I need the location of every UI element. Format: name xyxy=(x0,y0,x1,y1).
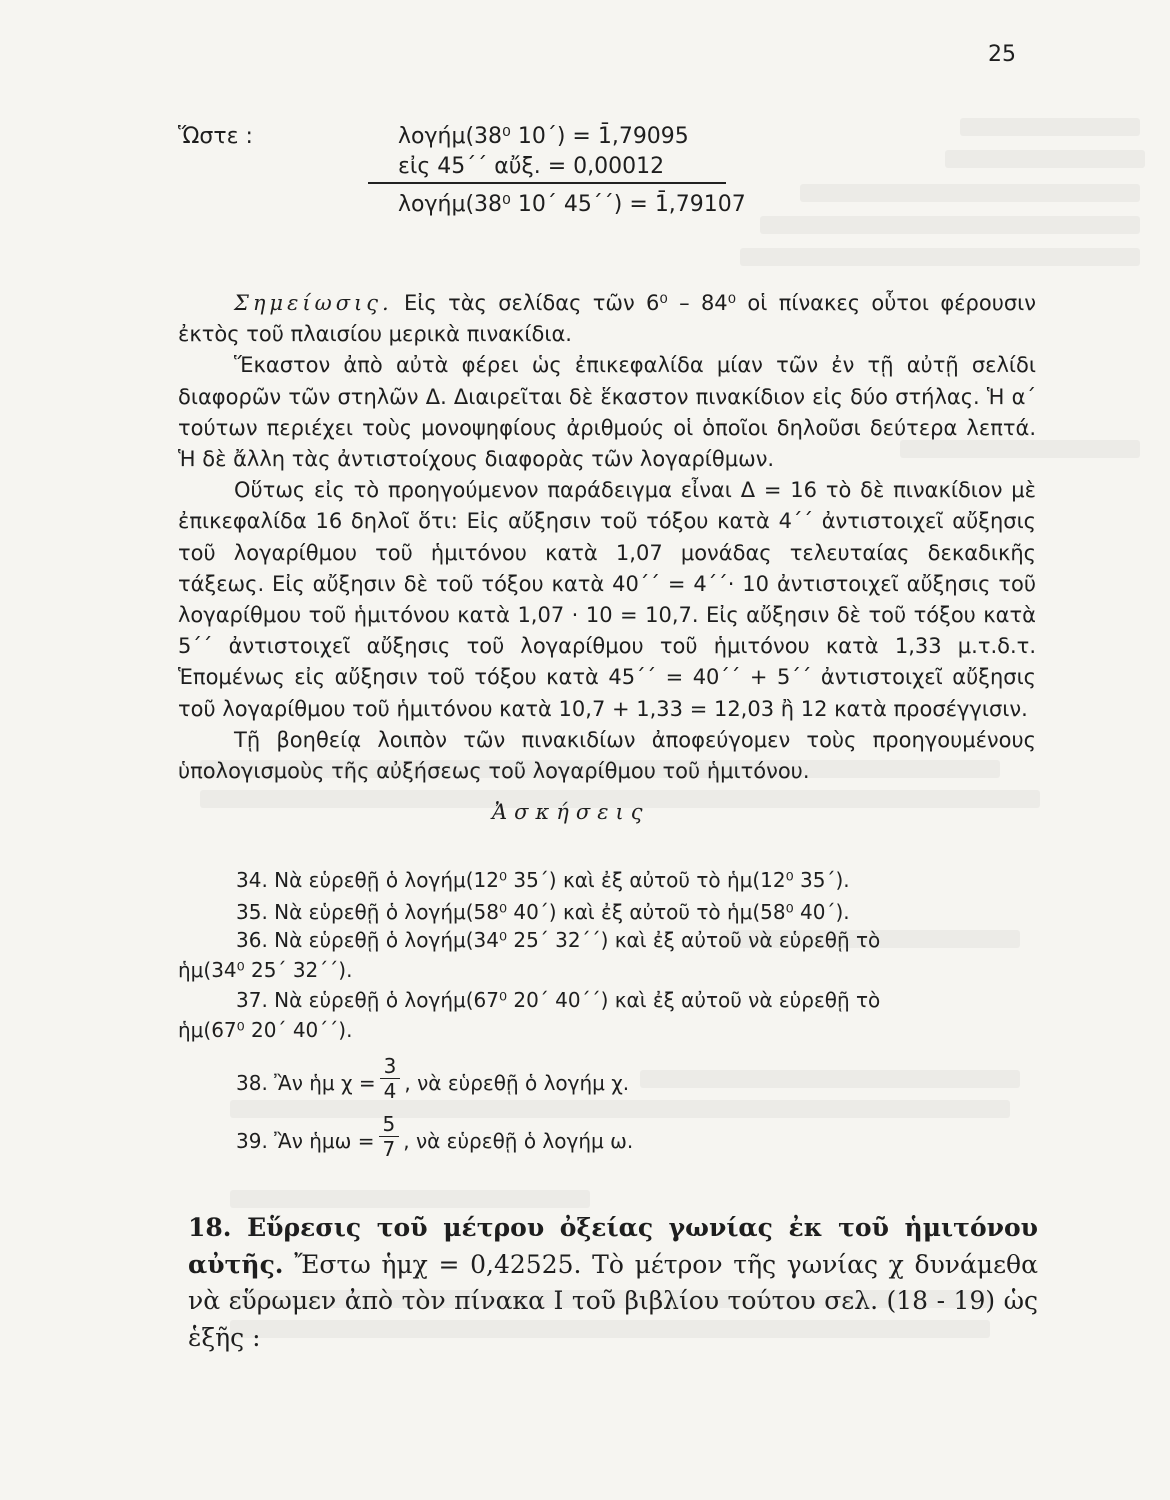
exercise-36-line-1: 36. Νὰ εὑρεθῇ ὁ λογήμ(34⁰ 25΄ 32΄΄) καὶ ἐξ αὐτοῦ νὰ εὑρεθῇ τὸ xyxy=(236,928,881,952)
exercise-39 xyxy=(236,1112,634,1167)
fraction-3-4 xyxy=(380,1054,401,1103)
exercise-36-line-2: ἡμ(34⁰ 25΄ 32΄΄). xyxy=(178,958,353,982)
note-block xyxy=(178,288,1036,787)
fraction-numerator: 3 xyxy=(380,1054,401,1079)
exercise-38 xyxy=(236,1054,630,1109)
formula-line-1: λογήμ(38⁰ 10΄) = 1̄,79095 xyxy=(398,124,689,149)
formula-label: Ὥστε : xyxy=(178,124,253,149)
section-18 xyxy=(188,1210,1038,1356)
fraction-5-7 xyxy=(379,1112,400,1161)
fraction-numerator: 5 xyxy=(379,1112,400,1137)
fraction-denominator: 7 xyxy=(382,1137,396,1161)
exercise-38-prefix: 38. Ἂν ἡμ χ = xyxy=(236,1071,376,1095)
exercise-37-line-2: ἡμ(67⁰ 20΄ 40΄΄). xyxy=(178,1018,353,1042)
note-label: Σημείωσις. xyxy=(234,291,393,315)
section-18-body: Ἔστω ἡμχ = 0,42525. Τὸ μέτρον τῆς γωνίας χ δυνάμεθα νὰ εὕρωμεν ἀπὸ τὸν πίνακα I τοῦ βιβλίου τούτου σελ. (18 - 19) ὡς ἑξῆς : xyxy=(188,1249,1038,1352)
page-number: 25 xyxy=(988,42,1016,67)
exercise-39-prefix: 39. Ἂν ἡμω = xyxy=(236,1129,375,1153)
exercise-34: 34. Νὰ εὑρεθῇ ὁ λογήμ(12⁰ 35΄) καὶ ἐξ αὐτοῦ τὸ ἡμ(12⁰ 35΄). xyxy=(236,868,850,892)
fraction-denominator: 4 xyxy=(383,1079,397,1103)
formula-line-2: εἰς 45΄΄ αὔξ. = 0,00012 xyxy=(398,154,665,179)
exercise-35: 35. Νὰ εὑρεθῇ ὁ λογήμ(58⁰ 40΄) καὶ ἐξ αὐτοῦ τὸ ἡμ(58⁰ 40΄). xyxy=(236,900,850,924)
exercise-38-suffix: , νὰ εὑρεθῇ ὁ λογήμ χ. xyxy=(404,1071,630,1095)
sum-rule xyxy=(368,182,726,184)
exercise-39-suffix: , νὰ εὑρεθῇ ὁ λογήμ ω. xyxy=(403,1129,634,1153)
note-paragraph-2: Ἕκαστον ἀπὸ αὐτὰ φέρει ὡς ἐπικεφαλίδα μίαν τῶν ἐν τῇ αὐτῇ σελίδι διαφορῶν τῶν στηλῶν Δ. Διαιρεῖται δὲ ἕκαστον πινακίδιον εἰς δύο στήλας. Ἡ α΄ τούτων περιέχει τοὺς μονοψηφίους ἀριθμούς οἱ ὁποῖοι δηλοῦσι δεύτερα λεπτά. Ἡ δὲ ἄλλη τὰς ἀντιστοίχους διαφορὰς τῶν λογαρίθμων. xyxy=(178,353,1036,472)
exercise-37-line-1: 37. Νὰ εὑρεθῇ ὁ λογήμ(67⁰ 20΄ 40΄΄) καὶ ἐξ αὐτοῦ νὰ εὑρεθῇ τὸ xyxy=(236,988,881,1012)
note-paragraph-3: Οὕτως εἰς τὸ προηγούμενον παράδειγμα εἶναι Δ = 16 τὸ δὲ πινακίδιον μὲ ἐπικεφαλίδα 16 δηλοῖ ὅτι: Εἰς αὔξησιν τοῦ τόξου κατὰ 4΄΄ ἀντιστοιχεῖ αὔξησις τοῦ λογαρίθμου τοῦ ἡμιτόνου κατὰ 1,07 μονάδας τελευταίας δεκαδικῆς τάξεως. Εἰς αὔξησιν δὲ τοῦ τόξου κατὰ 40΄΄ = 4΄΄· 10 ἀντιστοιχεῖ αὔξησις τοῦ λογαρίθμου τοῦ ἡμιτόνου κατὰ 1,07 · 10 = 10,7. Εἰς αὔξησιν δὲ τοῦ τόξου κατὰ 5΄΄ ἀντιστοιχεῖ αὔξησις τοῦ λογαρίθμου τοῦ ἡμιτόνου κατὰ 1,33 μ.τ.δ.τ. Ἑπομένως εἰς αὔξησιν τοῦ τόξου κατὰ 45΄΄ = 40΄΄ + 5΄΄ ἀντιστοιχεῖ αὔξησις τοῦ λογαρίθμου τοῦ ἡμιτόνου κατὰ 10,7 + 1,33 = 12,03 ἢ 12 κατὰ προσέγγισιν. xyxy=(178,478,1036,721)
exercises-heading: Ἀσκήσεις xyxy=(492,800,650,824)
note-paragraph-1-text: Εἰς τὰς σελίδας τῶν 6⁰ – 84⁰ οἱ πίνακες οὗτοι φέρουσιν ἐκτὸς τοῦ πλαισίου μερικὰ πινακίδια. xyxy=(178,291,1036,347)
note-paragraph-1 xyxy=(178,288,1036,350)
formula-line-3: λογήμ(38⁰ 10΄ 45΄΄) = 1̄,79107 xyxy=(398,192,746,217)
section-18-title: 18. Εὕρεσις τοῦ μέτρου ὀξείας γωνίας ἐκ τοῦ ἡμιτόνου αὐτῆς. xyxy=(188,1213,1038,1279)
note-paragraph-4: Τῇ βοηθείᾳ λοιπὸν τῶν πινακιδίων ἀποφεύγομεν τοὺς προηγουμένους ὑπολογισμοὺς τῆς αὐξήσεως τοῦ λογαρίθμου τοῦ ἡμιτόνου. xyxy=(178,727,1036,784)
